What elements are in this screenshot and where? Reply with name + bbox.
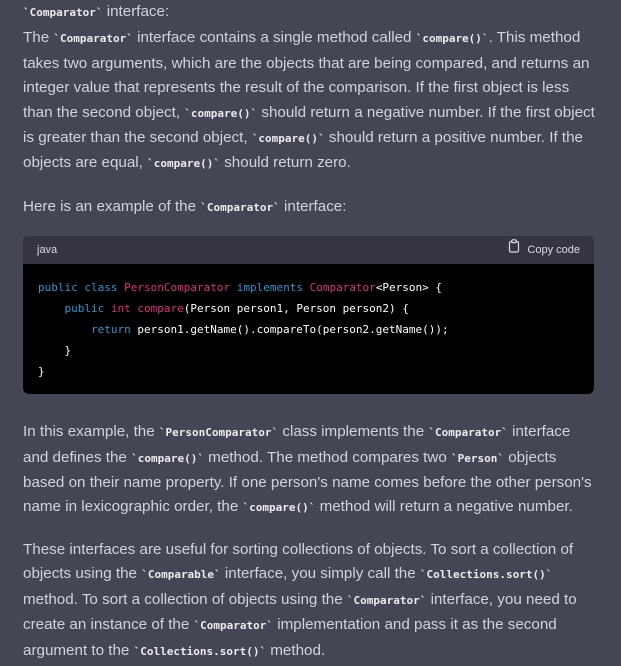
code-token: public (38, 281, 78, 295)
text-span: interface, you simply call the (220, 565, 420, 583)
inline-code: `Collections.sort()` (133, 644, 267, 658)
text-span: method will return a negative number. (315, 498, 573, 516)
inline-code: `compare()` (184, 106, 258, 120)
inline-code: `Comparator` (193, 619, 274, 633)
code-token: } (38, 365, 45, 379)
inline-code: `Comparator` (200, 200, 280, 214)
text-span: class implements the (278, 423, 429, 441)
code-language-label: java (37, 244, 58, 257)
code-line (38, 319, 579, 340)
inline-code: `Comparator` (23, 6, 103, 19)
code-token (104, 302, 111, 315)
inline-code: `Collections.sort()` (419, 568, 553, 582)
intro-fragment (23, 0, 595, 25)
text-span: interface contains a single method called (132, 29, 416, 47)
code-token: compare (137, 302, 184, 316)
code-token: return (90, 323, 131, 337)
inline-code: `Comparator` (428, 426, 508, 440)
code-token: (Person person1, Person person2) { (183, 302, 409, 316)
paragraph-example-explanation (23, 420, 595, 521)
text-span: In this example, the (23, 423, 159, 441)
text-span: interface: (102, 3, 170, 20)
copy-code-button[interactable] (508, 238, 580, 262)
message-content (23, 0, 595, 664)
code-block (23, 236, 594, 394)
code-line (38, 361, 579, 382)
code-token: int (110, 302, 131, 316)
code-indent (38, 302, 65, 315)
inline-code: `compare()` (242, 501, 316, 515)
code-token: public (64, 302, 105, 316)
code-indent (38, 323, 91, 336)
code-block-header (23, 236, 594, 264)
code-token: implements (236, 281, 303, 295)
code-token: class (84, 281, 118, 295)
code-token (303, 281, 310, 294)
text-span: method. To sort a collection of objects using the (23, 590, 347, 608)
code-token: Comparator (309, 281, 376, 295)
code-token: <Person> { (375, 281, 443, 295)
text-span: implementation and pass it as the second argument to the (23, 616, 557, 659)
inline-code: `PersonComparator` (158, 426, 279, 440)
inline-code: `Comparator` (53, 32, 133, 46)
code-token: } (38, 344, 72, 358)
inline-code: `Comparator` (346, 593, 427, 607)
code-body (23, 264, 594, 394)
text-span: interface and defines the (23, 423, 571, 466)
code-line (38, 298, 579, 319)
code-token (230, 281, 237, 294)
code-line (38, 340, 579, 361)
copy-code-label: Copy code (527, 244, 580, 257)
text-span: objects based on their name property. If one person's name comes before the other person's name in lexicographic order, the (23, 448, 592, 516)
code-token: PersonComparator (124, 281, 231, 295)
inline-code: `compare()` (251, 132, 325, 146)
text-span: These interfaces are useful for sorting collections of objects. To sort a collection of objects using the (23, 540, 574, 583)
inline-code: `Person` (451, 451, 505, 465)
clipboard-icon (508, 238, 520, 262)
code-token: person1.getName().compareTo(person2.getName()); (130, 323, 449, 337)
inline-code: `compare()` (415, 32, 489, 46)
paragraph-example-intro (23, 195, 595, 220)
inline-code: `compare()` (131, 451, 204, 465)
text-span: should return a positive number. If the objects are equal, (23, 129, 584, 172)
text-span: should return zero. (219, 154, 351, 172)
text-span: . This method takes two arguments, which are the objects that are being compared, and returns an integer value that represents the result of the comparison. If the first object is less than the second object, (23, 29, 590, 121)
paragraph-comparator-description (23, 26, 595, 176)
text-span: method. The method compares two (203, 448, 452, 466)
text-span: method. (266, 641, 326, 659)
paragraph-sorting (23, 538, 595, 664)
inline-code: `Comparable` (141, 568, 221, 582)
code-line (38, 277, 579, 298)
text-span: The (23, 29, 54, 47)
text-span: interface: (279, 197, 347, 215)
text-span: Here is an example of the (23, 197, 201, 215)
inline-code: `compare()` (147, 157, 220, 171)
text-span: should return a negative number. If the first object is greater than the second object, (23, 103, 595, 147)
text-span: interface, you need to create an instance of the (23, 590, 577, 634)
